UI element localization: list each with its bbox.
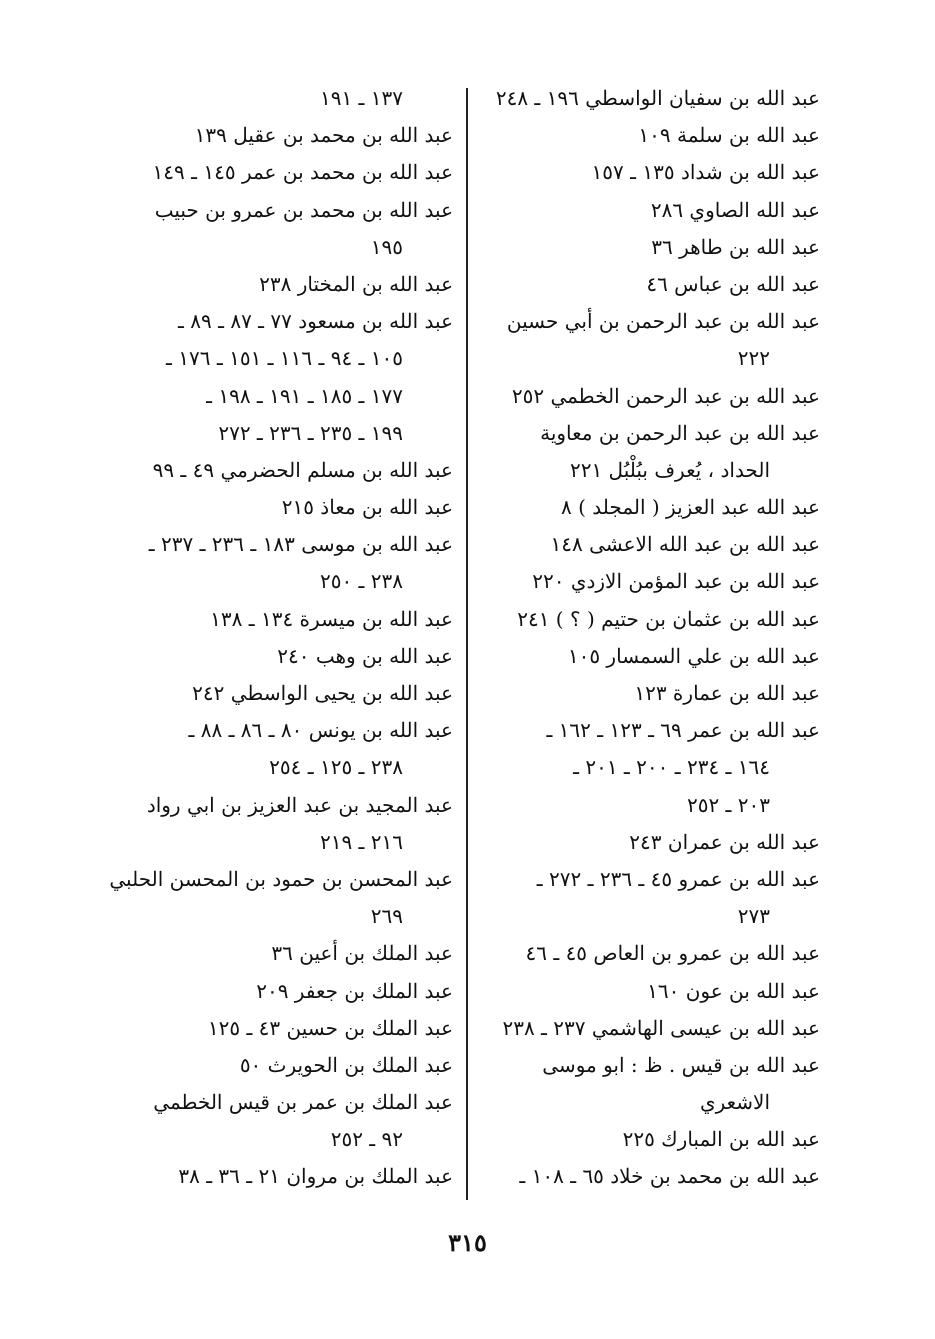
index-entry-continuation: ٢٧٣ <box>737 904 770 929</box>
index-entry: عبد الله الصاوي ٢٨٦ <box>650 197 820 222</box>
index-entry: عبد الله بن المختار ٢٣٨ <box>259 271 453 296</box>
index-entry: عبد الله بن مسعود ٧٧ ـ ٨٧ ـ ٨٩ ـ <box>178 309 453 334</box>
index-entry: عبد الله بن عمر ٦٩ ـ ١٢٣ ـ ١٦٢ ـ <box>546 718 820 743</box>
index-entry-continuation: ١٧٧ ـ ١٨٥ ـ ١٩١ ـ ١٩٨ ـ <box>206 383 403 408</box>
page-number: ٣١٥ <box>448 1228 487 1257</box>
index-column-right <box>480 80 820 1196</box>
index-entry: عبد الله بن سلمة ١٠٩ <box>638 123 820 148</box>
index-entry: عبد الله عبد العزيز ( المجلد ) ٨ <box>561 495 820 520</box>
index-entry: عبد الله بن طاهر ٣٦ <box>651 234 820 259</box>
index-entry: عبد الله بن يحيى الواسطي ٢٤٢ <box>192 681 453 705</box>
index-entry: عبد الملك بن أعين ٣٦ <box>271 941 453 966</box>
index-entry: عبد الملك بن عمر بن قيس الخطمي <box>153 1090 453 1115</box>
index-entry-continuation: ٢١٦ ـ ٢١٩ <box>319 829 403 854</box>
index-entry: عبد الله بن عمارة ١٢٣ <box>634 681 820 705</box>
index-entry: عبد الله بن وهب ٢٤٠ <box>277 643 453 668</box>
index-entry-continuation: ١٦٤ ـ ٢٣٤ ـ ٢٠٠ ـ ٢٠١ ـ <box>573 755 770 780</box>
index-entry-continuation: الحداد ، يُعرف ببُلْبُل ٢٢١ <box>569 457 770 482</box>
index-entry-continuation: ٩٢ ـ ٢٥٢ <box>330 1127 403 1152</box>
index-entry-continuation: ١٩٥ <box>370 234 403 259</box>
index-entry: عبد الله بن عمران ٢٤٣ <box>629 829 820 854</box>
index-entry: عبد الله بن قيس . ظ : ابو موسى <box>542 1052 820 1077</box>
index-entry: عبد الله بن عبد الرحمن بن معاوية <box>540 420 820 445</box>
index-entry: عبد الله بن عبد الله الاعشى ١٤٨ <box>550 532 820 557</box>
index-entry: عبد الله بن عمرو ٤٥ ـ ٢٣٦ ـ ٢٧٢ ـ <box>536 866 820 891</box>
index-entry: عبد الله بن المبارك ٢٢٥ <box>622 1127 820 1152</box>
index-entry: عبد الله بن عثمان بن حتيم ( ؟ ) ٢٤١ <box>517 606 820 631</box>
index-entry: عبد الله بن عون ١٦٠ <box>647 978 820 1003</box>
index-entry: عبد الله بن يونس ٨٠ ـ ٨٦ ـ ٨٨ ـ <box>188 718 453 743</box>
index-column-left <box>109 80 453 1196</box>
index-entry: عبد الله بن عباس ٤٦ <box>646 271 820 296</box>
index-entry: عبد الله بن سفيان الواسطي ١٩٦ ـ ٢٤٨ <box>495 86 820 110</box>
index-entry: عبد الله بن عبد الرحمن بن أبي حسين <box>506 309 820 334</box>
index-entry: عبد الله بن محمد بن خلاد ٦٥ ـ ١٠٨ ـ <box>519 1164 820 1189</box>
index-entry: عبد الله بن شداد ١٣٥ ـ ١٥٧ <box>591 160 820 185</box>
index-entry: عبد الملك بن الحويرث ٥٠ <box>239 1052 453 1077</box>
index-entry: عبد الملك بن حسين ٤٣ ـ ١٢٥ <box>207 1015 453 1040</box>
index-entry: عبد الله بن معاذ ٢١٥ <box>281 495 453 520</box>
index-entry-continuation: ٢٣٨ ـ ١٢٥ ـ ٢٥٤ <box>269 755 403 780</box>
index-entry-continuation: ١٩٩ ـ ٢٣٥ ـ ٢٣٦ ـ ٢٧٢ <box>218 420 403 445</box>
index-entry: عبد الله بن ميسرة ١٣٤ ـ ١٣٨ <box>210 606 453 631</box>
index-entry: عبد الملك بن جعفر ٢٠٩ <box>256 978 453 1003</box>
index-entry: عبد الله بن موسى ١٨٣ ـ ٢٣٦ ـ ٢٣٧ ـ <box>148 532 453 557</box>
column-divider <box>466 88 468 1200</box>
index-entry-continuation: ٢٠٣ ـ ٢٥٢ <box>686 792 770 817</box>
index-entry: عبد الله بن عبد المؤمن الازدي ٢٢٠ <box>532 569 820 594</box>
index-entry: عبد الله بن عبد الرحمن الخطمي ٢٥٢ <box>511 383 820 408</box>
index-entry-continuation: ٢٦٩ <box>370 904 403 929</box>
index-entry: عبد المحسن بن حمود بن المحسن الحلبي <box>109 866 453 891</box>
index-entry: عبد المجيد بن عبد العزيز بن ابي رواد <box>146 792 453 817</box>
index-entry-continuation: ٢٣٨ ـ ٢٥٠ <box>319 569 403 594</box>
index-entry-continuation: ١٣٧ ـ ١٩١ <box>319 86 403 110</box>
index-entry: عبد الله بن عمرو بن العاص ٤٥ ـ ٤٦ <box>525 941 820 966</box>
index-entry: عبد الله بن عيسى الهاشمي ٢٣٧ ـ ٢٣٨ <box>502 1015 820 1040</box>
index-entry: عبد الله بن علي السمسار ١٠٥ <box>567 643 820 668</box>
index-entry: عبد الله بن محمد بن عمرو بن حبيب <box>154 197 453 222</box>
index-entry: عبد الله بن مسلم الحضرمي ٤٩ ـ ٩٩ <box>152 457 453 482</box>
index-entry-continuation: الاشعري <box>699 1090 770 1115</box>
index-entry-continuation: ١٠٥ ـ ٩٤ ـ ١١٦ ـ ١٥١ ـ ١٧٦ ـ <box>166 346 403 371</box>
index-entry: عبد الله بن محمد بن عقيل ١٣٩ <box>194 123 453 148</box>
index-entry-continuation: ٢٢٢ <box>737 346 770 371</box>
index-entry: عبد الملك بن مروان ٢١ ـ ٣٦ ـ ٣٨ <box>178 1164 453 1189</box>
index-entry: عبد الله بن محمد بن عمر ١٤٥ ـ ١٤٩ <box>152 160 453 185</box>
